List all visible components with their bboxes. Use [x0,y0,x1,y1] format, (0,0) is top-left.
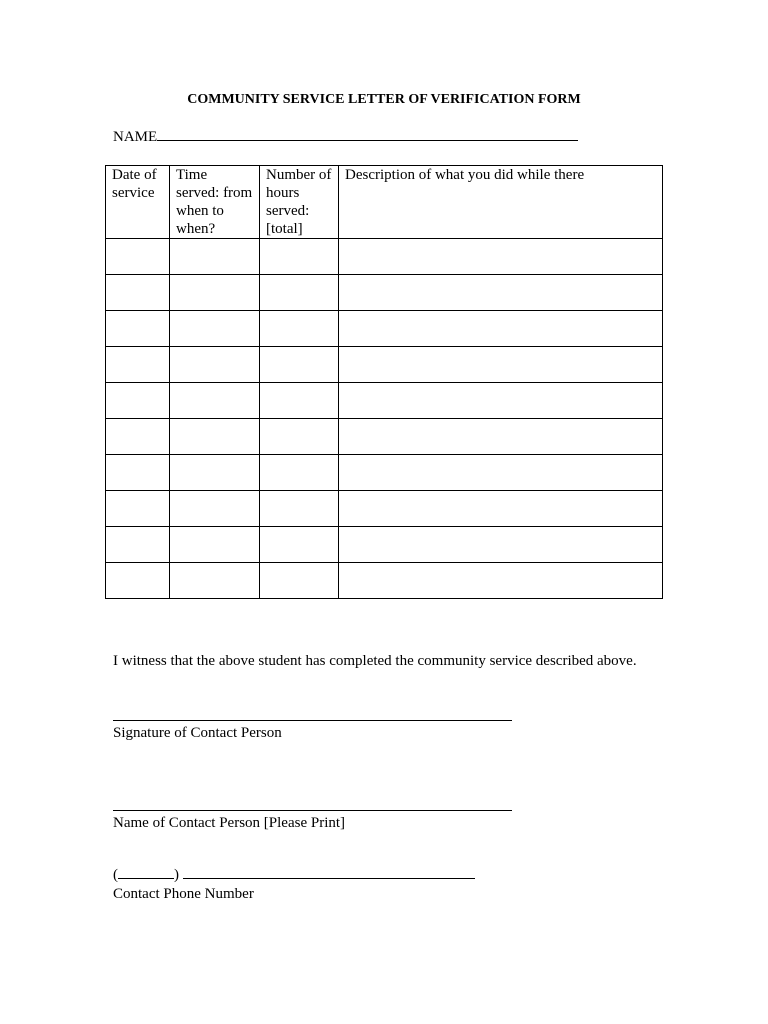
table-row [106,311,663,347]
date-cell[interactable] [106,383,170,419]
time-cell[interactable] [170,347,260,383]
hours-cell[interactable] [260,383,339,419]
phone-close-paren: ) [174,867,179,883]
time-cell[interactable] [170,491,260,527]
witness-statement: I witness that the above student has completed the community service described above. [113,653,637,669]
description-cell[interactable] [339,311,663,347]
name-label: NAME [113,129,158,145]
date-cell[interactable] [106,347,170,383]
table-row [106,239,663,275]
name-field-row [113,128,578,146]
table-body [106,239,663,599]
phone-number-line[interactable] [183,866,475,879]
contact-name-line[interactable] [113,810,512,811]
phone-caption: Contact Phone Number [113,886,254,902]
service-log-table [105,165,663,599]
table-row [106,275,663,311]
date-cell[interactable] [106,527,170,563]
header-description: Description of what you did while there [339,166,663,239]
description-cell[interactable] [339,527,663,563]
description-cell[interactable] [339,491,663,527]
description-cell[interactable] [339,419,663,455]
time-cell[interactable] [170,239,260,275]
hours-cell[interactable] [260,419,339,455]
description-cell[interactable] [339,563,663,599]
date-cell[interactable] [106,491,170,527]
signature-caption: Signature of Contact Person [113,725,282,741]
hours-cell[interactable] [260,239,339,275]
time-cell[interactable] [170,455,260,491]
phone-open-paren: ( [113,867,118,883]
header-date-of-service: Date of service [106,166,170,239]
name-blank-line[interactable] [157,128,578,141]
phone-field-row [113,866,475,884]
table-row [106,383,663,419]
hours-cell[interactable] [260,311,339,347]
date-cell[interactable] [106,455,170,491]
form-title: COMMUNITY SERVICE LETTER OF VERIFICATION FORM [187,92,581,107]
description-cell[interactable] [339,275,663,311]
description-cell[interactable] [339,347,663,383]
date-cell[interactable] [106,419,170,455]
phone-area-code-line[interactable] [118,866,174,879]
table-row [106,491,663,527]
date-cell[interactable] [106,563,170,599]
table-row [106,455,663,491]
hours-cell[interactable] [260,275,339,311]
time-cell[interactable] [170,311,260,347]
table-row [106,563,663,599]
date-cell[interactable] [106,275,170,311]
header-time-served: Time served: from when to when? [170,166,260,239]
hours-cell[interactable] [260,527,339,563]
time-cell[interactable] [170,383,260,419]
description-cell[interactable] [339,455,663,491]
time-cell[interactable] [170,419,260,455]
date-cell[interactable] [106,239,170,275]
hours-cell[interactable] [260,347,339,383]
table-header-row [106,166,663,239]
signature-line[interactable] [113,720,512,721]
description-cell[interactable] [339,239,663,275]
description-cell[interactable] [339,383,663,419]
contact-name-caption: Name of Contact Person [Please Print] [113,815,346,831]
time-cell[interactable] [170,527,260,563]
date-cell[interactable] [106,311,170,347]
time-cell[interactable] [170,563,260,599]
hours-cell[interactable] [260,563,339,599]
table-row [106,347,663,383]
time-cell[interactable] [170,275,260,311]
hours-cell[interactable] [260,491,339,527]
header-hours-served: Number of hours served: [total] [260,166,339,239]
hours-cell[interactable] [260,455,339,491]
table-row [106,419,663,455]
table-row [106,527,663,563]
